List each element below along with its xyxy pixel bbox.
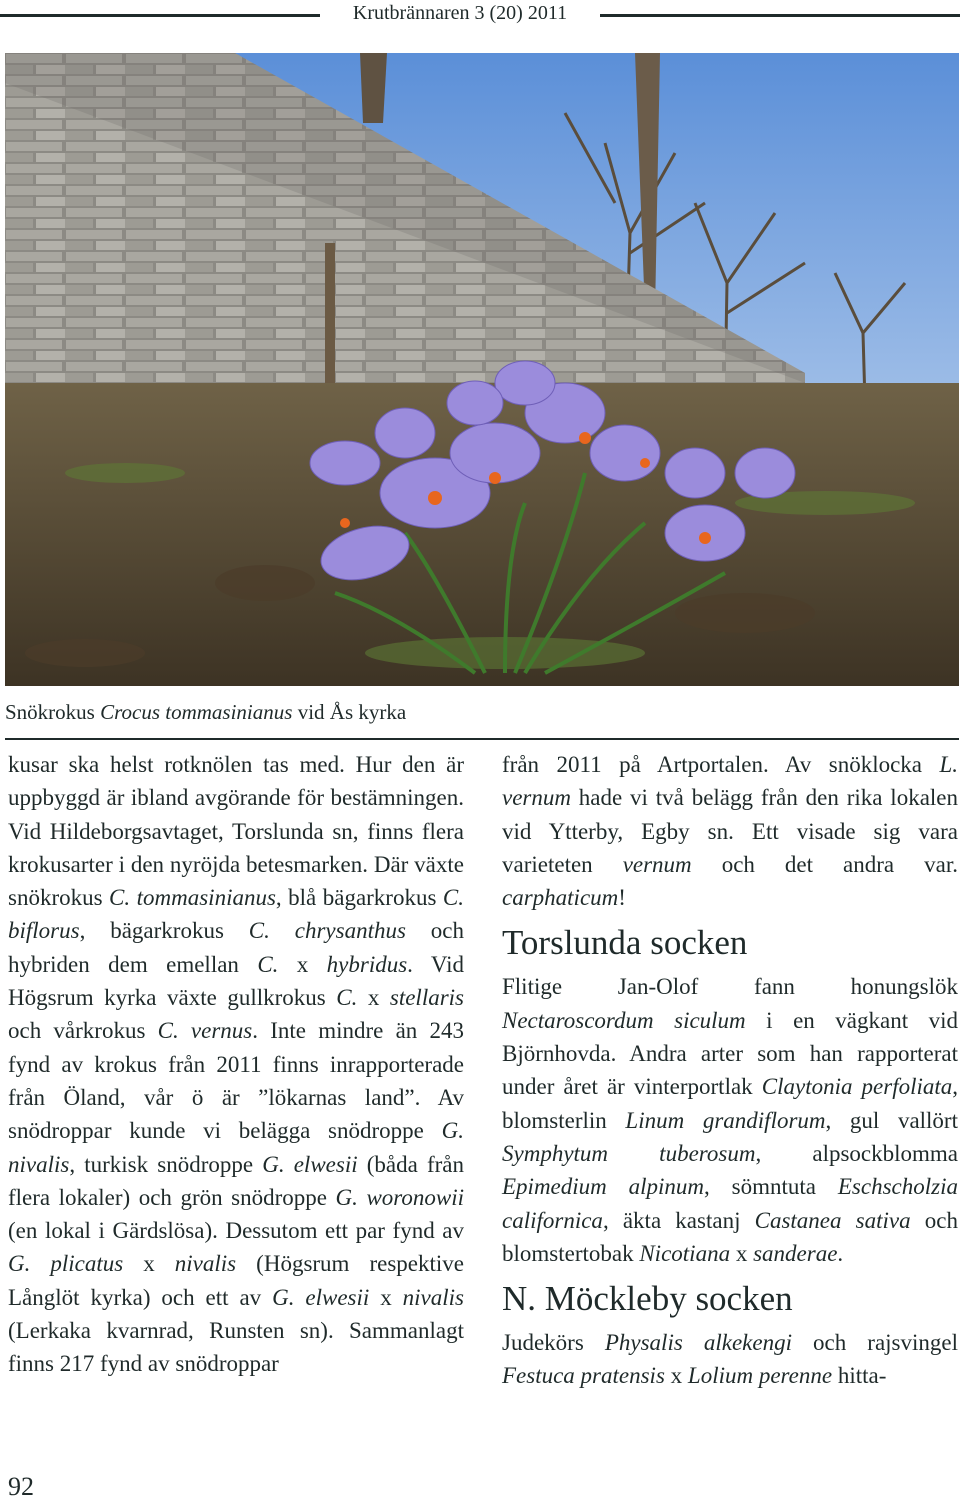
torslunda-paragraph — [502, 970, 958, 1270]
caption-species: Crocus tommasinianus — [100, 700, 293, 724]
left-column — [8, 748, 464, 1381]
text-run: x — [278, 951, 327, 977]
text-run: , gul vallört — [825, 1107, 958, 1133]
species-name: Symphytum tuberosum — [502, 1140, 756, 1166]
section-heading-torslunda: Torslunda socken — [502, 923, 748, 963]
species-name: Lolium perenne — [687, 1363, 833, 1389]
text-run: , sömntuta — [704, 1174, 838, 1200]
text-run: , alpsockblomma — [755, 1140, 958, 1166]
text-run: i en vägkant vid Björnhovda. Andra arter som han rapporterat under året är vinterportlak — [502, 1007, 958, 1100]
species-name: nivalis — [174, 1251, 237, 1277]
section-heading-mockleby: N. Möckleby socken — [502, 1279, 793, 1319]
species-name: carphaticum — [502, 885, 619, 911]
photo-caption — [5, 700, 406, 725]
species-name: G. plicatus — [8, 1251, 124, 1277]
text-run: (en lokal i Gärdslösa). Dessutom ett par fynd av — [8, 1218, 464, 1244]
species-name: Linum grandiflorum — [625, 1107, 826, 1133]
mockleby-paragraph — [502, 1326, 958, 1393]
text-run: kusar ska helst rotknölen tas med. Hur den är uppbyggd är ibland avgörande för bestämningen. Vid Hildeborgsavtaget, Torslunda sn, finns flera krokusarter i den nyröjda betesmarken. Där växte snökrokus — [8, 752, 464, 911]
text-run: och blomstertobak — [502, 1207, 958, 1266]
species-name: Festuca pratensis — [502, 1363, 665, 1389]
species-name: Epimedium alpinum — [502, 1174, 705, 1200]
species-name: sanderae — [753, 1240, 838, 1266]
species-name: G. elwesii — [262, 1151, 358, 1177]
page-number: 92 — [8, 1472, 34, 1501]
text-run: (Högsrum respektive Långlöt kyrka) och ett av — [8, 1251, 464, 1310]
text-run: . Inte mindre än 243 fynd av krokus från 2011 finns inrapporterade från Öland, vår ö är ”lökarnas land”. Av snödroppar kunde vi belägga snödroppe — [8, 1018, 464, 1144]
text-run: och det andra var. — [691, 851, 958, 877]
species-name: nivalis — [402, 1284, 464, 1310]
species-name: hybridus — [326, 951, 408, 977]
species-name: Castanea sativa — [754, 1207, 911, 1233]
text-run: (Lerkaka kvarnrad, Runsten sn). Sammanlagt finns 217 fynd av snödroppar — [8, 1318, 464, 1377]
text-run: . — [837, 1240, 844, 1266]
caption-prefix: Snökrokus — [5, 700, 101, 724]
text-run: x — [123, 1251, 175, 1277]
right-intro-paragraph — [502, 748, 958, 914]
text-run: (båda från flera lokaler) och grön snödroppe — [8, 1151, 464, 1210]
species-name: G. elwesii — [272, 1284, 370, 1310]
text-run: x — [664, 1363, 688, 1389]
species-name: G. woronowii — [335, 1184, 465, 1210]
text-run: , äkta kastanj — [602, 1207, 755, 1233]
header-rule-right — [600, 14, 960, 17]
species-name: Physalis alkekengi — [604, 1330, 792, 1356]
species-name: C. vernus — [157, 1018, 253, 1044]
text-run: Judekörs — [502, 1330, 605, 1356]
species-name: C. tommasinianus — [109, 885, 276, 911]
species-name: Nectaroscordum siculum — [502, 1007, 746, 1033]
crocus-photo — [5, 53, 959, 686]
text-run: , turkisk snödroppe — [69, 1151, 263, 1177]
header-rule-left — [0, 14, 320, 17]
journal-title: Krutbrännaren 3 (20) 2011 — [352, 2, 568, 24]
right-column — [502, 748, 958, 1393]
text-run: hade vi två belägg från den rika lokalen vid Ytterby, Egby sn. Ett visade sig vara varieteten — [502, 785, 958, 877]
running-header — [0, 0, 960, 30]
text-run: , bägarkrokus — [79, 918, 249, 944]
text-run: och vårkrokus — [8, 1018, 158, 1044]
species-name: G. nivalis — [8, 1118, 464, 1177]
caption-suffix: vid Ås kyrka — [292, 700, 407, 724]
text-run: , blå bägarkrokus — [275, 885, 443, 911]
species-name: L. vernum — [502, 752, 958, 811]
species-name: stellaris — [389, 985, 464, 1011]
text-run: och rajsvingel — [791, 1330, 958, 1356]
text-run: x — [730, 1240, 754, 1266]
caption-rule — [5, 738, 959, 740]
text-run: x — [357, 985, 390, 1011]
left-paragraph — [8, 748, 464, 1381]
text-run: och hybriden dem emellan — [8, 918, 465, 977]
species-name: C. — [336, 985, 358, 1011]
text-run: Flitige Jan-Olof fann honungslök — [502, 974, 958, 1000]
text-run: , blomsterlin — [502, 1074, 958, 1133]
species-name: Nicotiana — [639, 1240, 731, 1266]
text-run: x — [369, 1284, 403, 1310]
crocus-photo-illustration — [5, 53, 959, 686]
species-name: C. chrysanthus — [248, 918, 406, 944]
text-run: hitta- — [832, 1363, 887, 1389]
text-run: från 2011 på Artportalen. Av snöklocka — [502, 752, 940, 777]
species-name: vernum — [622, 851, 692, 877]
species-name: Claytonia perfoliata — [761, 1074, 953, 1100]
species-name: Eschscholzia californica — [502, 1174, 958, 1233]
species-name: C. biflorus — [8, 885, 464, 944]
text-run: . Vid Högsrum kyrka växte gullkrokus — [8, 951, 465, 1011]
species-name: C. — [257, 951, 279, 977]
text-run: ! — [618, 885, 626, 911]
